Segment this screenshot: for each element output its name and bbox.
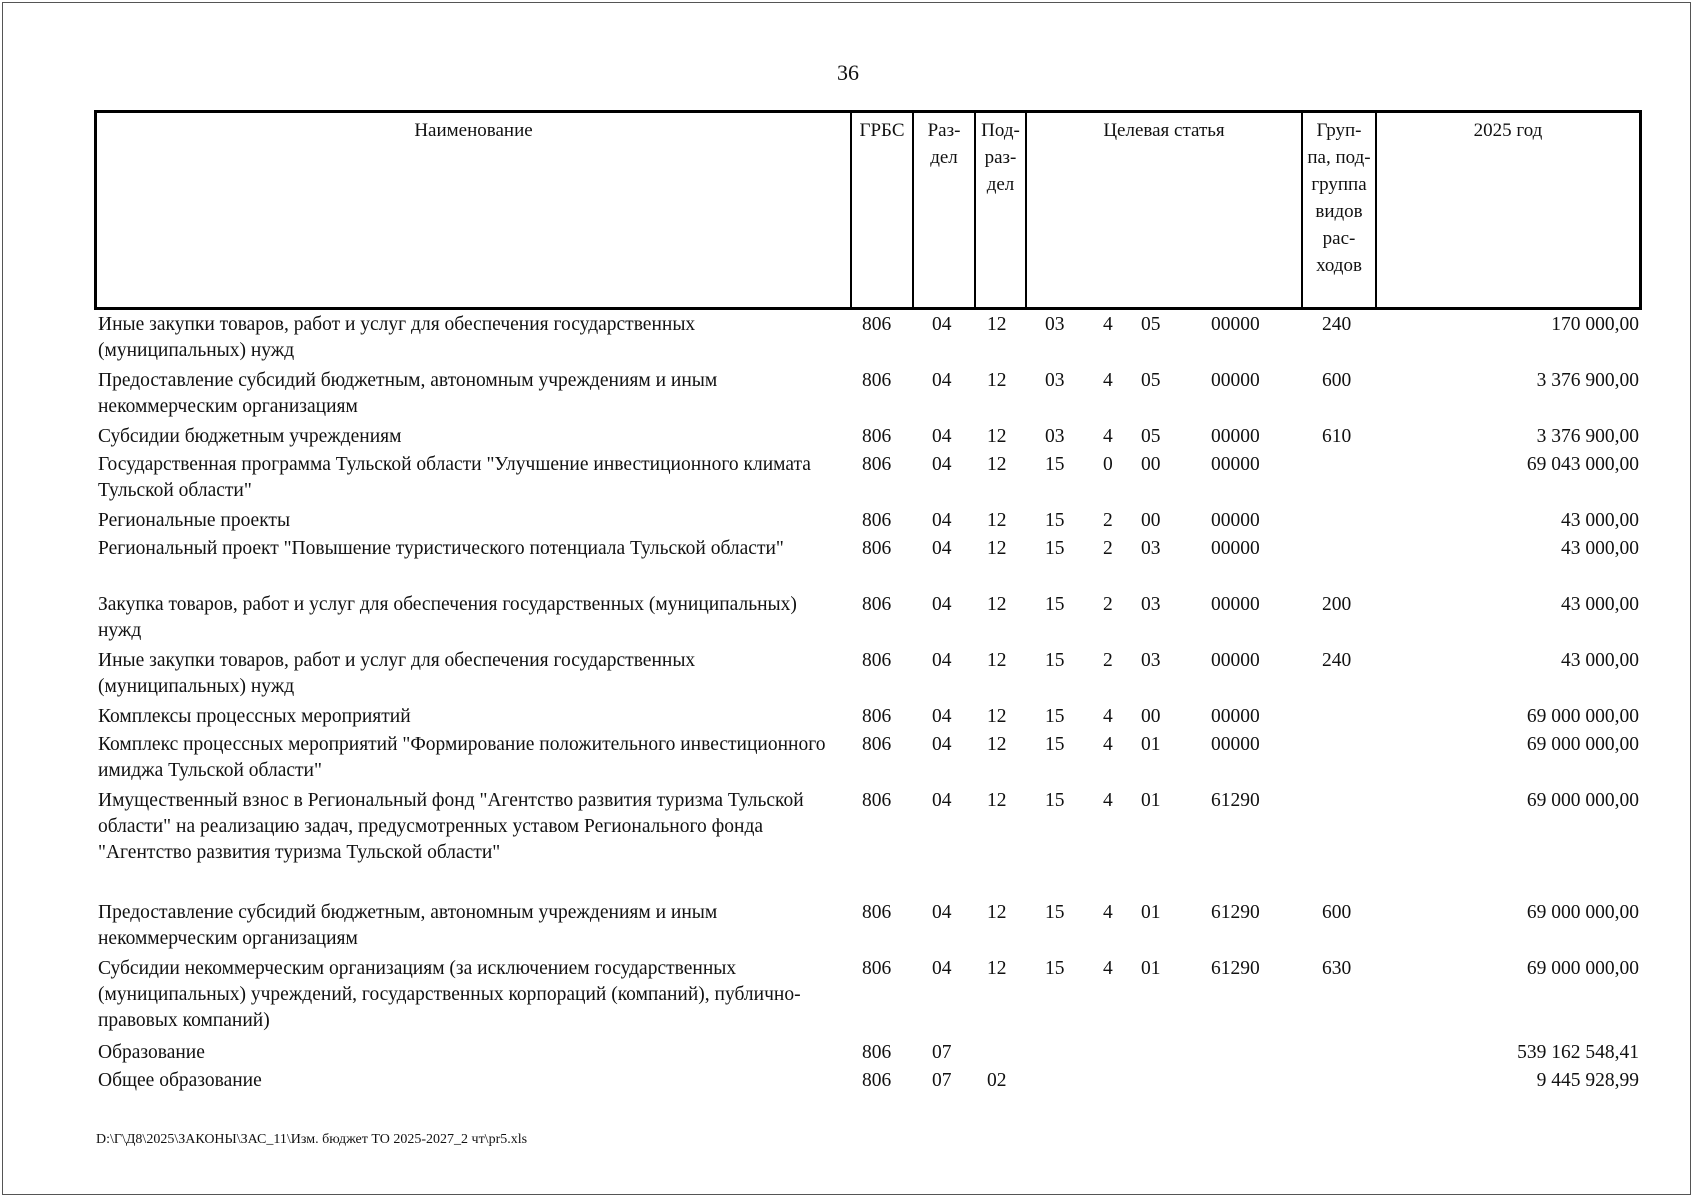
row-expense-group: 200 xyxy=(1322,594,1352,615)
row-razdel: 04 xyxy=(932,426,952,447)
row-target-direction: 61290 xyxy=(1211,958,1260,979)
file-path-footer: D:\Г\Д8\2025\ЗАКОНЫ\ЗАС_11\Изм. бюджет ТО 2025-2027_2 чт\pr5.xls xyxy=(96,1132,528,1147)
row-razdel: 04 xyxy=(932,454,952,475)
row-target-program: 15 xyxy=(1045,902,1065,923)
row-grbs: 806 xyxy=(862,650,892,671)
row-target-type: 2 xyxy=(1103,594,1113,615)
row-target-direction: 00000 xyxy=(1211,454,1260,475)
row-name: Образование xyxy=(98,1042,205,1063)
row-target-type: 2 xyxy=(1103,650,1113,671)
row-target-direction: 00000 xyxy=(1211,426,1260,447)
row-target-direction: 00000 xyxy=(1211,594,1260,615)
row-grbs: 806 xyxy=(862,454,892,475)
row-expense-group: 240 xyxy=(1322,314,1352,335)
header-podrazdel-line: раз- xyxy=(984,147,1017,168)
row-target-direction: 00000 xyxy=(1211,370,1260,391)
row-grbs: 806 xyxy=(862,1070,892,1091)
row-target-direction: 61290 xyxy=(1211,790,1260,811)
row-expense-group: 600 xyxy=(1322,370,1352,391)
row-razdel: 04 xyxy=(932,594,952,615)
row-target-direction: 00000 xyxy=(1211,510,1260,531)
row-razdel: 04 xyxy=(932,902,952,923)
header-vr-line: видов xyxy=(1315,201,1363,222)
row-target-type: 2 xyxy=(1103,510,1113,531)
row-target-direction: 00000 xyxy=(1211,314,1260,335)
header-vr-line: ходов xyxy=(1316,255,1362,276)
row-sum: 69 000 000,00 xyxy=(1526,706,1639,727)
row-podrazdel: 12 xyxy=(987,650,1007,671)
header-vr-line: группа xyxy=(1311,174,1367,195)
row-grbs: 806 xyxy=(862,370,892,391)
row-target-event: 03 xyxy=(1141,650,1161,671)
row-name: Иные закупки товаров, работ и услуг для обеспечения государственных (муниципальных) нужд xyxy=(98,314,696,361)
row-podrazdel: 12 xyxy=(987,538,1007,559)
row-target-type: 4 xyxy=(1103,370,1113,391)
row-expense-group: 630 xyxy=(1322,958,1352,979)
row-target-program: 03 xyxy=(1045,370,1065,391)
row-sum: 170 000,00 xyxy=(1551,314,1639,335)
row-name: Комплекс процессных мероприятий "Формирование положительного инвестиционного имиджа Тульской области" xyxy=(98,734,826,781)
row-name: Закупка товаров, работ и услуг для обеспечения государственных (муниципальных) нужд xyxy=(98,594,797,641)
row-podrazdel: 02 xyxy=(987,1070,1007,1091)
row-grbs: 806 xyxy=(862,1042,892,1063)
header-razdel-line: Раз- xyxy=(927,120,961,141)
row-podrazdel: 12 xyxy=(987,426,1007,447)
row-name: Региональный проект "Повышение туристического потенциала Тульской области" xyxy=(98,538,784,559)
row-sum: 3 376 900,00 xyxy=(1536,426,1639,447)
row-name: Комплексы процессных мероприятий xyxy=(98,706,411,727)
row-target-event: 05 xyxy=(1141,314,1161,335)
row-sum: 3 376 900,00 xyxy=(1536,370,1639,391)
row-name: Предоставление субсидий бюджетным, автономным учреждениям и иным некоммерческим организациям xyxy=(98,370,718,417)
row-target-direction: 00000 xyxy=(1211,650,1260,671)
row-grbs: 806 xyxy=(862,790,892,811)
row-target-type: 4 xyxy=(1103,426,1113,447)
row-target-event: 01 xyxy=(1141,734,1161,755)
row-grbs: 806 xyxy=(862,426,892,447)
row-sum: 43 000,00 xyxy=(1561,510,1639,531)
header-vr-line: Груп- xyxy=(1316,120,1362,141)
row-razdel: 04 xyxy=(932,790,952,811)
row-razdel: 04 xyxy=(932,538,952,559)
row-sum: 9 445 928,99 xyxy=(1536,1070,1639,1091)
row-name: Общее образование xyxy=(98,1070,262,1091)
row-target-program: 15 xyxy=(1045,510,1065,531)
row-podrazdel: 12 xyxy=(987,314,1007,335)
row-sum: 69 000 000,00 xyxy=(1526,958,1639,979)
header-year-label: 2025 год xyxy=(1473,120,1543,141)
row-grbs: 806 xyxy=(862,734,892,755)
row-target-type: 0 xyxy=(1103,454,1113,475)
row-name: Иные закупки товаров, работ и услуг для обеспечения государственных (муниципальных) нужд xyxy=(98,650,696,697)
row-sum: 69 000 000,00 xyxy=(1526,790,1639,811)
row-name: Региональные проекты xyxy=(98,510,291,531)
header-name-label: Наименование xyxy=(414,120,533,141)
row-target-type: 4 xyxy=(1103,902,1113,923)
row-expense-group: 240 xyxy=(1322,650,1352,671)
row-expense-group: 610 xyxy=(1322,426,1352,447)
row-name: Субсидии некоммерческим организациям (за исключением государственных (муниципальных) учреждений, государственных корпораций (компаний), публично-правовых компаний) xyxy=(98,958,801,1031)
row-razdel: 04 xyxy=(932,958,952,979)
row-podrazdel: 12 xyxy=(987,734,1007,755)
row-grbs: 806 xyxy=(862,706,892,727)
row-razdel: 07 xyxy=(932,1070,952,1091)
row-target-event: 05 xyxy=(1141,370,1161,391)
row-target-program: 15 xyxy=(1045,790,1065,811)
row-target-type: 4 xyxy=(1103,314,1113,335)
row-grbs: 806 xyxy=(862,594,892,615)
row-podrazdel: 12 xyxy=(987,594,1007,615)
header-podrazdel-line: дел xyxy=(986,174,1015,195)
row-podrazdel: 12 xyxy=(987,370,1007,391)
row-razdel: 04 xyxy=(932,734,952,755)
row-target-event: 00 xyxy=(1141,454,1161,475)
row-name: Имущественный взнос в Региональный фонд "Агентство развития туризма Тульской области" на реализацию задач, предусмотренных уставом Регионального фонда "Агентство развития туризма Тульской области" xyxy=(98,790,804,863)
row-target-event: 03 xyxy=(1141,594,1161,615)
row-target-event: 01 xyxy=(1141,958,1161,979)
row-target-event: 01 xyxy=(1141,902,1161,923)
row-sum: 69 000 000,00 xyxy=(1526,902,1639,923)
row-target-direction: 00000 xyxy=(1211,706,1260,727)
row-grbs: 806 xyxy=(862,902,892,923)
row-target-program: 15 xyxy=(1045,706,1065,727)
row-target-event: 01 xyxy=(1141,790,1161,811)
row-sum: 539 162 548,41 xyxy=(1517,1042,1639,1063)
row-target-program: 03 xyxy=(1045,314,1065,335)
row-target-program: 03 xyxy=(1045,426,1065,447)
header-target-label: Целевая статья xyxy=(1103,120,1225,141)
row-podrazdel: 12 xyxy=(987,454,1007,475)
row-name: Государственная программа Тульской области "Улучшение инвестиционного климата Тульской области" xyxy=(98,454,811,501)
row-sum: 69 043 000,00 xyxy=(1526,454,1639,475)
header-razdel-line: дел xyxy=(930,147,958,168)
row-razdel: 04 xyxy=(932,650,952,671)
row-grbs: 806 xyxy=(862,314,892,335)
row-podrazdel: 12 xyxy=(987,790,1007,811)
row-target-type: 4 xyxy=(1103,706,1113,727)
row-target-type: 4 xyxy=(1103,790,1113,811)
header-podrazdel-line: Под- xyxy=(981,120,1020,141)
row-target-type: 4 xyxy=(1103,734,1113,755)
row-sum: 43 000,00 xyxy=(1561,594,1639,615)
row-podrazdel: 12 xyxy=(987,902,1007,923)
row-name: Предоставление субсидий бюджетным, автономным учреждениям и иным некоммерческим организациям xyxy=(98,902,718,949)
row-grbs: 806 xyxy=(862,958,892,979)
header-vr-line: рас- xyxy=(1322,228,1356,249)
row-target-event: 03 xyxy=(1141,538,1161,559)
row-target-program: 15 xyxy=(1045,958,1065,979)
row-target-event: 00 xyxy=(1141,510,1161,531)
row-target-direction: 00000 xyxy=(1211,538,1260,559)
row-razdel: 04 xyxy=(932,314,952,335)
row-target-event: 00 xyxy=(1141,706,1161,727)
row-target-program: 15 xyxy=(1045,650,1065,671)
row-razdel: 07 xyxy=(932,1042,952,1063)
row-target-direction: 61290 xyxy=(1211,902,1260,923)
row-target-type: 4 xyxy=(1103,958,1113,979)
row-target-type: 2 xyxy=(1103,538,1113,559)
row-name: Субсидии бюджетным учреждениям xyxy=(98,426,402,447)
row-podrazdel: 12 xyxy=(987,706,1007,727)
row-podrazdel: 12 xyxy=(987,958,1007,979)
header-grbs-label: ГРБС xyxy=(859,120,905,141)
row-sum: 69 000 000,00 xyxy=(1526,734,1639,755)
row-razdel: 04 xyxy=(932,510,952,531)
row-razdel: 04 xyxy=(932,706,952,727)
row-grbs: 806 xyxy=(862,510,892,531)
page-number: 36 xyxy=(837,60,859,85)
row-target-event: 05 xyxy=(1141,426,1161,447)
row-target-program: 15 xyxy=(1045,594,1065,615)
header-vr-line: па, под- xyxy=(1307,147,1371,168)
row-razdel: 04 xyxy=(932,370,952,391)
row-target-direction: 00000 xyxy=(1211,734,1260,755)
row-target-program: 15 xyxy=(1045,734,1065,755)
row-sum: 43 000,00 xyxy=(1561,538,1639,559)
row-target-program: 15 xyxy=(1045,454,1065,475)
row-expense-group: 600 xyxy=(1322,902,1352,923)
row-sum: 43 000,00 xyxy=(1561,650,1639,671)
row-podrazdel: 12 xyxy=(987,510,1007,531)
row-grbs: 806 xyxy=(862,538,892,559)
row-target-program: 15 xyxy=(1045,538,1065,559)
